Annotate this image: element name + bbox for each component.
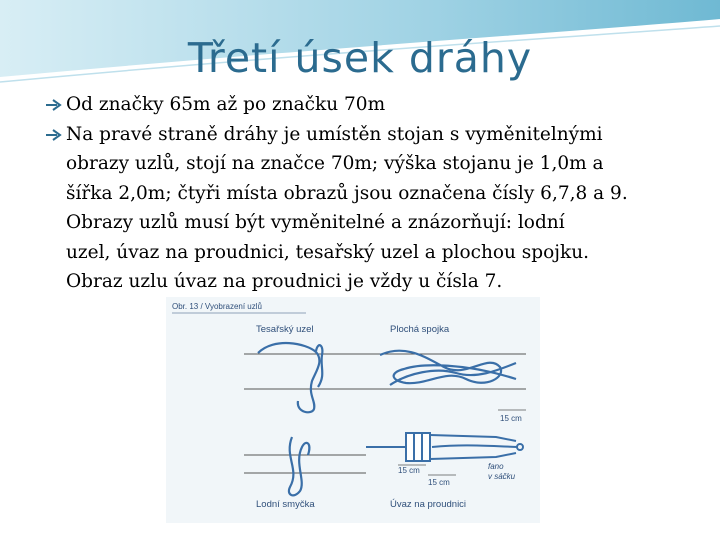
bullet-text-line: Obraz uzlu úvaz na proudnici je vždy u čísla 7. bbox=[66, 271, 503, 292]
bullet-text-line: Obrazy uzlů musí být vyměnitelné a znázorňují: lodní bbox=[66, 212, 565, 233]
bullet-text-line: Na pravé straně dráhy je umístěn stojan s vyměnitelnými bbox=[66, 123, 603, 145]
hose-hitch-drawing bbox=[366, 433, 523, 461]
bullet-text: Od značky 65m až po značku 70m bbox=[66, 94, 386, 115]
figure-caption: Obr. 13 / Vyobrazení uzlů bbox=[172, 302, 262, 311]
knot-illustration bbox=[166, 297, 540, 523]
bowline-drawing bbox=[244, 437, 366, 495]
bullet-item bbox=[44, 120, 684, 297]
arrow-bullet-icon bbox=[44, 128, 64, 142]
flat-bend-drawing bbox=[380, 351, 526, 389]
dimension-label: 15 cm bbox=[428, 478, 450, 487]
dimension-label: 15 cm bbox=[398, 466, 420, 475]
hose-label: fano bbox=[488, 462, 504, 471]
knot-label: Tesařský uzel bbox=[256, 324, 314, 335]
bullet-list bbox=[44, 90, 684, 297]
arrow-bullet-icon bbox=[44, 98, 64, 112]
slide-title: Třetí úsek dráhy bbox=[187, 34, 533, 82]
knot-label: Úvaz na proudnici bbox=[390, 499, 467, 510]
bullet-text-line: uzel, úvaz na proudnici, tesařský uzel a plochou spojku. bbox=[66, 241, 590, 263]
knot-label: Plochá spojka bbox=[390, 324, 450, 335]
carpenter-knot-drawing bbox=[244, 343, 384, 412]
dimension-label: 15 cm bbox=[500, 414, 522, 423]
bullet-item bbox=[44, 90, 684, 120]
bullet-text-line: šířka 2,0m; čtyři místa obrazů jsou označena čísly 6,7,8 a 9. bbox=[66, 182, 628, 204]
knot-figure bbox=[166, 297, 540, 523]
hose-label: v sáčku bbox=[488, 472, 516, 481]
knot-label: Lodní smyčka bbox=[256, 499, 315, 510]
bullet-text-line: obrazy uzlů, stojí na značce 70m; výška stojanu je 1,0m a bbox=[66, 153, 604, 174]
